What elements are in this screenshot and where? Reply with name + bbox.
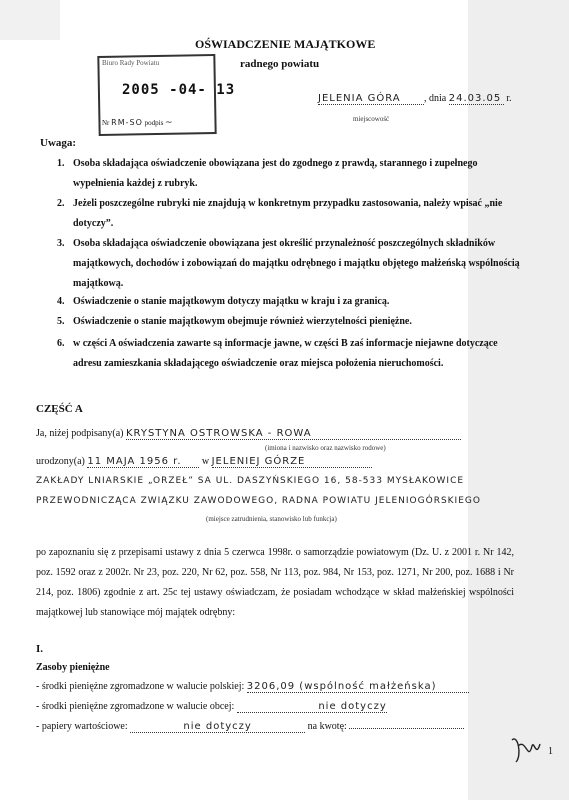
foreign-funds-line	[36, 701, 387, 713]
amount-label: na kwotę:	[307, 721, 347, 732]
scan-corner	[0, 0, 60, 40]
date-prefix: , dnia	[424, 93, 447, 104]
statement-paragraph: po zapoznaniu się z przepisami ustawy z dnia 5 czerwca 1998r. o samorządzie powiatowym (Dz. U. z 2001 r. Nr 142, poz. 1592 oraz z 2002r. Nr 23, poz. 220, Nr 62, poz. 558, Nr 113, poz. 984, Nr 153, poz. 1271, Nr 200, poz. 1688 i Nr 214, poz. 1806) zgodnie z art. 25c tej ustawy oświadczam, że posiadam wchodzące w skład małżeńskiej wspólności majątkowej lub stanowiące mój majątek odrębny:	[36, 547, 514, 618]
declarant-label: Ja, niżej podpisany(a)	[36, 428, 124, 439]
note-number: 5.	[57, 316, 65, 327]
note-text: Jeżeli poszczególne rubryki nie znajdują w konkretnym przypadku zastosowania, należy wpisać „nie dotyczy”.	[73, 198, 503, 229]
born-place-value: JELENIEJ GÓRZE	[212, 456, 372, 468]
note-number: 3.	[57, 238, 65, 249]
scan-margin-strip	[468, 0, 569, 800]
born-label: urodzony(a)	[36, 456, 85, 467]
place-caption: miejscowość	[353, 115, 390, 123]
stamp-date: 2005 -04- 13	[122, 82, 236, 98]
note-number: 6.	[57, 338, 65, 349]
section-1-subheading: Zasoby pieniężne	[36, 662, 110, 673]
document-title: OŚWIADCZENIE MAJĄTKOWE	[195, 37, 376, 51]
amount-value	[349, 728, 464, 729]
employment-line-2: PRZEWODNICZĄCA ZWIĄZKU ZAWODOWEGO, RADNA POWIATU JELENIOGÓRSKIEGO	[36, 496, 481, 506]
stamp-podpis-label: podpis	[144, 119, 164, 127]
pln-funds-line	[36, 681, 469, 693]
pln-funds-value: 3206,09 (wspólność małżeńska)	[247, 681, 469, 693]
employment-line-1: ZAKŁADY LNIARSKIE „ORZEŁ” SA UL. DASZYŃSKIEGO 16, 58-533 MYSŁAKOWICE	[36, 476, 465, 486]
declarant-line	[36, 428, 461, 440]
notes-heading: Uwaga:	[40, 137, 77, 149]
stamp-nr-value: RM-SO	[111, 118, 143, 127]
employment-caption: (miejsce zatrudnienia, stanowisko lub funkcja)	[206, 515, 337, 523]
note-number: 2.	[57, 198, 65, 209]
foreign-funds-label: - środki pieniężne zgromadzone w walucie obcej:	[36, 701, 235, 712]
birth-line	[36, 456, 372, 468]
note-text: Osoba składająca oświadczenie obowiązana jest do zgodnego z prawdą, starannego i zupełnego wypełnienia każdej z rubryk.	[73, 158, 478, 189]
stamp-office: Biuro Rady Powiatu	[102, 59, 160, 67]
born-in-label: w	[201, 456, 210, 467]
note-text: w części A oświadczenia zawarte są informacje jawne, w części B zaś informacje niejawne dotyczące adresu zamieszkania składającego oświadczenie oraz miejsca położenia nieruchomości.	[73, 338, 498, 369]
born-date-value: 11 MAJA 1956 r.	[87, 456, 199, 468]
section-1-heading: I.	[36, 643, 44, 655]
note-text: Oświadczenie o stanie majątkowym obejmuje również wierzytelności pieniężne.	[73, 316, 412, 327]
securities-value: nie dotyczy	[130, 721, 305, 733]
declarant-caption: (imiona i nazwisko oraz nazwisko rodowe)	[265, 444, 386, 452]
note-number: 1.	[57, 158, 65, 169]
date-value: 24.03.05	[449, 93, 504, 105]
securities-line	[36, 721, 464, 733]
handwritten-signature	[508, 732, 548, 766]
document-subtitle: radnego powiatu	[240, 58, 320, 70]
note-text: Oświadczenie o stanie majątkowym dotyczy majątku w kraju i za granicą.	[73, 296, 390, 307]
part-a-heading: CZĘŚĆ A	[36, 403, 83, 415]
note-number: 4.	[57, 296, 65, 307]
stamp-nr-label: Nr	[102, 119, 110, 127]
stamp-signature: ~	[165, 118, 174, 128]
pln-funds-label: - środki pieniężne zgromadzone w walucie polskiej:	[36, 681, 245, 692]
note-text: Osoba składająca oświadczenie obowiązana jest określić przynależność poszczególnych składników majątkowych, dochodów i zobowiązań do majątku odrębnego i majątku objętego małżeńską wspólnością majątkową.	[73, 238, 520, 289]
registry-stamp	[98, 55, 236, 135]
declarant-value: KRYSTYNA OSTROWSKA - ROWA	[126, 428, 461, 440]
securities-label: - papiery wartościowe:	[36, 721, 128, 732]
date-suffix: r.	[506, 93, 512, 104]
place-date-line	[318, 93, 512, 105]
place-value: JELENIA GÓRA	[318, 93, 424, 105]
foreign-funds-value: nie dotyczy	[237, 701, 387, 713]
stamp-number-row	[102, 118, 174, 128]
page-number: 1	[548, 746, 553, 757]
